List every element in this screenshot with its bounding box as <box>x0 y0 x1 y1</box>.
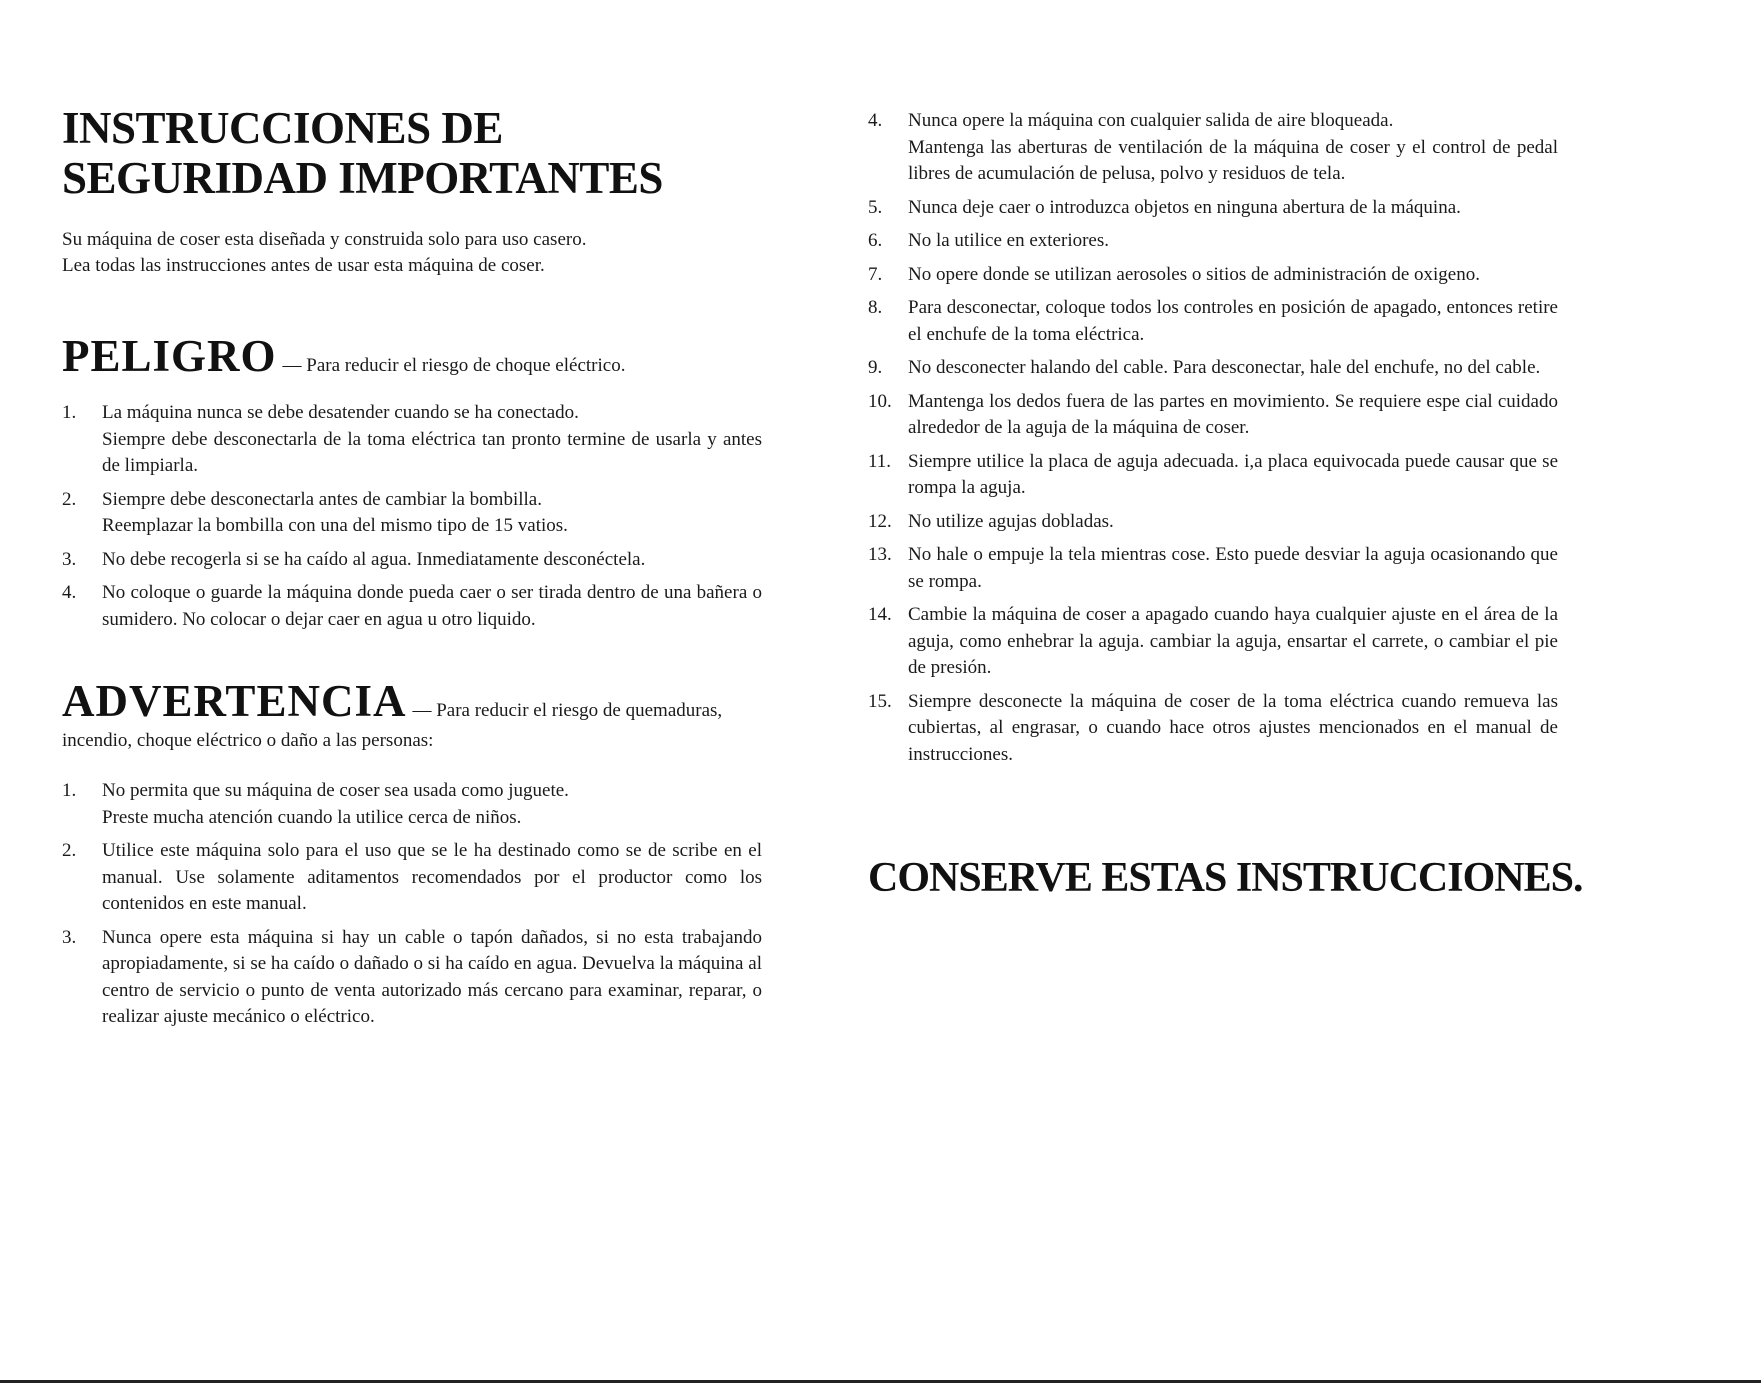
list-item <box>62 925 762 1031</box>
list-item <box>868 355 1558 382</box>
item-number: 13. <box>868 544 892 565</box>
list-item <box>868 449 1558 502</box>
item-number: 15. <box>868 690 892 712</box>
advertencia-list-left <box>62 778 762 1038</box>
item-text: Para desconectar, coloque todos los controles en posición de apagado, entonces retire el enchufe de la toma eléctrica. <box>908 297 1558 345</box>
item-number: 8. <box>868 297 883 318</box>
item-number: 11. <box>868 450 892 472</box>
peligro-list <box>62 400 762 640</box>
item-text: Siempre debe desconectarla antes de cambiar la bombilla. <box>102 488 542 510</box>
advertencia-heading <box>62 675 722 727</box>
list-item <box>868 228 1558 255</box>
item-number: 5. <box>868 196 883 218</box>
list-item <box>62 487 762 540</box>
item-text: No coloque o guarde la máquina donde pueda caer o ser tirada dentro de una bañera o sumidero. No colocar o dejar caer en agua u otro liquido. <box>102 582 762 630</box>
item-text: No debe recogerla si se ha caído al agua. Inmediatamente desconéctela. <box>102 548 646 570</box>
list-item <box>868 195 1558 222</box>
item-text: Nunca deje caer o introduzca objetos en ninguna abertura de la máquina. <box>908 196 1461 218</box>
item-number: 1. <box>62 780 77 801</box>
list-item <box>62 778 762 831</box>
item-number: 2. <box>62 488 77 510</box>
list-item <box>868 108 1558 188</box>
item-number: 12. <box>868 510 892 532</box>
intro-line: Su máquina de coser esta diseñada y construida solo para uso casero. <box>62 229 587 250</box>
item-text: Siempre debe desconectarla de la toma eléctrica tan pronto termine de usarla y antes de limpiarla. <box>102 428 762 476</box>
item-text: Cambie la máquina de coser a apagado cuando haya cualquier ajuste en el área de la aguja, como enhebrar la aguja. cambiar la aguja, ensartar el carrete, o cambiar el pie de presión. <box>908 604 1558 678</box>
list-item <box>868 602 1558 682</box>
closing-title: CONSERVE ESTAS INSTRUCCIONES. <box>868 855 1583 901</box>
item-text: La máquina nunca se debe desatender cuando se ha conectado. <box>102 402 579 423</box>
advertencia-title: ADVERTENCIA <box>62 676 407 726</box>
list-item <box>62 400 762 480</box>
item-text: Mantenga las aberturas de ventilación de la máquina de coser y el control de pedal libres de acumulación de pelusa, polvo y residuos de tela. <box>908 136 1558 184</box>
list-item <box>868 509 1558 536</box>
item-number: 4. <box>868 110 883 131</box>
item-text: Nunca opere la máquina con cualquier salida de aire bloqueada. <box>908 110 1394 131</box>
list-item <box>62 838 762 918</box>
item-text: No opere donde se utilizan aerosoles o sitios de administración de oxigeno. <box>908 263 1480 285</box>
item-text: Utilice este máquina solo para el uso que se le ha destinado como se de scribe en el manual. Use solamente aditamentos recomendados por el productor como los contenidos en este manual. <box>102 840 762 914</box>
item-text: No la utilice en exteriores. <box>908 230 1110 251</box>
list-item <box>62 580 762 633</box>
item-text: No desconecter halando del cable. Para desconectar, hale del enchufe, no del cable. <box>908 357 1541 378</box>
list-item <box>868 389 1558 442</box>
item-text: Siempre utilice la placa de aguja adecuada. i,a placa equivocada puede causar que se rompa la aguja. <box>908 450 1558 498</box>
item-number: 14. <box>868 604 892 625</box>
intro-text <box>62 227 586 279</box>
advertencia-list-right <box>868 108 1558 775</box>
item-number: 10. <box>868 390 892 412</box>
item-number: 3. <box>62 548 77 570</box>
advertencia-continuation: incendio, choque eléctrico o daño a las personas: <box>62 730 434 751</box>
item-number: 2. <box>62 840 77 861</box>
peligro-subtitle: — Para reducir el riesgo de choque eléctrico. <box>282 355 626 376</box>
peligro-heading <box>62 330 625 382</box>
item-number: 7. <box>868 263 883 285</box>
intro-line: Lea todas las instrucciones antes de usar esta máquina de coser. <box>62 255 545 276</box>
item-text: No utilize agujas dobladas. <box>908 510 1114 532</box>
item-number: 1. <box>62 402 77 423</box>
item-number: 6. <box>868 230 883 251</box>
item-text: Reemplazar la bombilla con una del mismo tipo de 15 vatios. <box>102 515 568 536</box>
item-number: 3. <box>62 926 77 948</box>
peligro-title: PELIGRO <box>62 331 277 381</box>
item-text: Preste mucha atención cuando la utilice cerca de niños. <box>102 806 522 828</box>
item-text: No permita que su máquina de coser sea usada como juguete. <box>102 780 569 801</box>
list-item <box>868 295 1558 348</box>
advertencia-subtitle: — Para reducir el riesgo de quemaduras, <box>412 700 723 721</box>
item-text: No hale o empuje la tela mientras cose. Esto puede desviar la aguja ocasionando que se rompa. <box>908 544 1558 592</box>
page-title: INSTRUCCIONES DE SEGURIDAD IMPORTANTES <box>62 103 663 203</box>
item-number: 9. <box>868 357 883 378</box>
list-item <box>868 542 1558 595</box>
list-item <box>868 689 1558 769</box>
list-item <box>62 547 762 574</box>
item-text: Mantenga los dedos fuera de las partes en movimiento. Se requiere espe cial cuidado alrededor de la aguja de la máquina de coser. <box>908 390 1558 438</box>
item-number: 4. <box>62 582 77 603</box>
item-text: Siempre desconecte la máquina de coser de la toma eléctrica cuando remueva las cubiertas, al engrasar, o cuando hace otros ajustes mencionados en el manual de instrucciones. <box>908 690 1558 765</box>
list-item <box>868 262 1558 289</box>
item-text: Nunca opere esta máquina si hay un cable o tapón dañados, si no esta trabajando apropiadamente, si se ha caído o dañado o si ha caído en agua. Devuelva la máquina al centro de servicio o punto de venta autorizado más cercano para examinar, reparar, o realizar ajuste mecánico o eléctrico. <box>102 926 762 1027</box>
